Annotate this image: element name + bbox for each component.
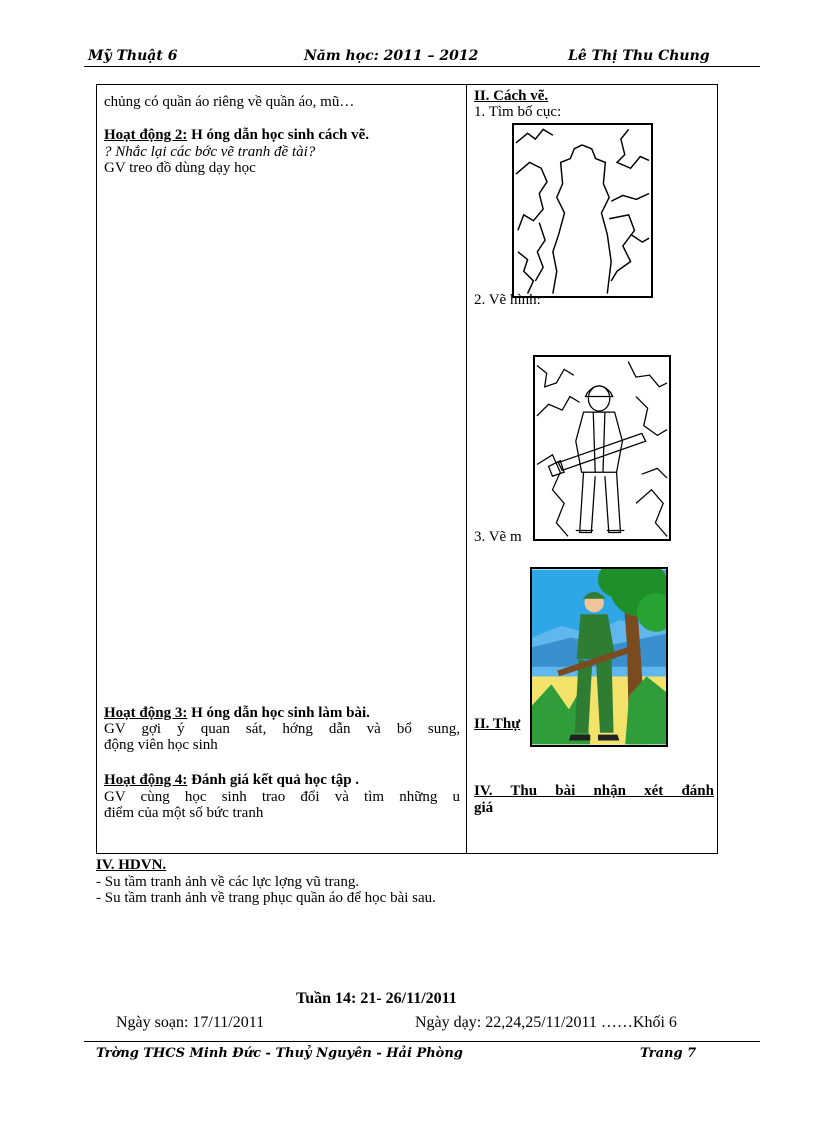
composition-sketch-image (512, 123, 653, 298)
activity-2-title: H óng dẫn học sinh cách vẽ. (191, 127, 370, 143)
step-1-composition: 1. Tìm bố cục: (474, 104, 562, 120)
section-practice: II. Thự (474, 716, 521, 732)
hdvn-item-2: - Su tầm tranh ảnh về trang phục quần áo để học bài sau. (96, 890, 436, 906)
activity-2 (104, 127, 460, 143)
activity-3-line-2: động viên học sinh (104, 737, 218, 753)
section-assessment-line-2: giá (474, 800, 494, 816)
activity-4 (104, 772, 460, 788)
header-teacher: Lê Thị Thu Chung (568, 48, 710, 64)
prep-date: Ngày soạn: 17/11/2011 (116, 1014, 265, 1031)
section-assessment-line-1: IV. Thu bài nhận xét đánh (474, 783, 714, 799)
hdvn-item-1: - Su tầm tranh ảnh về các lực lợng vũ trang. (96, 874, 360, 890)
activity-2-note: GV treo đồ dùng dạy học (104, 160, 256, 176)
activity-3-label: Hoạt động 3: (104, 705, 188, 721)
header-subject: Mỹ Thuật 6 (88, 48, 178, 64)
activity-4-label: Hoạt động 4: (104, 772, 188, 788)
activity-3 (104, 705, 460, 721)
hdvn-title: IV. HDVN. (96, 857, 167, 873)
activity-3-line-1: GV gợi ý quan sát, hớng dẫn và bổ sung, (104, 721, 460, 737)
step-3-color: 3. Vẽ m (474, 529, 522, 545)
step-2-shapes: 2. Vẽ hình: (474, 292, 541, 308)
activity-4-line-1: GV cùng học sinh trao đổi và tìm những u (104, 789, 460, 805)
teach-date: Ngày dạy: 22,24,25/11/2011 ……Khối 6 (415, 1014, 677, 1031)
soldier-color-painting-image (530, 567, 668, 747)
activity-4-line-2: điểm của một số bức tranh (104, 805, 264, 821)
header-school-year: Năm học: 2011 – 2012 (304, 48, 479, 64)
activity-4-title: Đánh giá kết quả học tập . (191, 772, 360, 788)
activity-2-label: Hoạt động 2: (104, 127, 188, 143)
table-column-divider (466, 84, 467, 854)
footer-rule (84, 1041, 760, 1042)
header-rule (84, 66, 760, 67)
left-line-1: chủng có quần áo riêng về quần áo, mũ… (104, 94, 355, 110)
footer-school: Trờng THCS Minh Đức - Thuỷ Nguyên - Hải Phòng (96, 1046, 463, 1061)
week-title: Tuần 14: 21- 26/11/2011 (296, 990, 457, 1007)
footer-page: Trang 7 (640, 1046, 697, 1061)
section-drawing-method: II. Cách vẽ. (474, 88, 549, 104)
soldier-line-drawing-image (533, 355, 671, 541)
activity-3-title: H óng dẫn học sinh làm bài. (191, 705, 370, 721)
activity-2-question: ? Nhắc lại các bớc vẽ tranh đề tài? (104, 144, 316, 160)
